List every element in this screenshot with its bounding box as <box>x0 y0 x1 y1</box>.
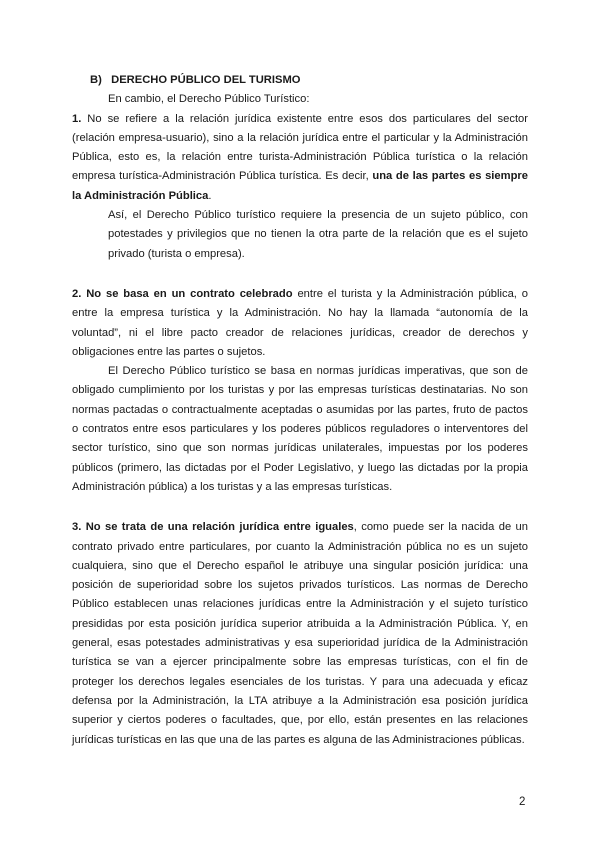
page-number: 2 <box>519 796 526 808</box>
point-3-bold: 3. No se trata de una relación jurídica entre iguales <box>72 521 354 534</box>
point-1-paragraph <box>72 110 528 206</box>
paragraph-gap <box>72 497 528 518</box>
point-2-note: El Derecho Público turístico se basa en normas jurídicas imperativas, que son de obligado cumplimiento por los turistas y por las empresas turísticas destinatarias. No son normas pactadas o contractualmente aceptadas o asumidas por las partes, fruto de pactos o contratos entre esos particulares y los poderes públicos reguladores o interventores del sector turístico, sino que son normas jurídicas unilaterales, impuestas por los poderes públicos (primero, las dictadas por el Poder Legislativo, y luego las dictadas por la propia Administración pública) a los turistas y a las empresas turísticas. <box>72 365 528 493</box>
point-1-text: No se refiere a la relación jurídica existente entre esos dos particulares del sector (relación empresa-usuario), sino a la relación jurídica entre el particular y la Administración Pública, esto es, la relación entre turista-Administración Pública turística o la relación empresa turística-Administración Pública turística. Es decir, <box>72 112 528 183</box>
document-page <box>72 71 528 750</box>
section-label: B) <box>90 74 102 86</box>
point-1-end: . <box>208 189 212 202</box>
point-1-note: Así, el Derecho Público turístico requiere la presencia de un sujeto público, con potestades y privilegios que no tienen la otra parte de la relación que es el sujeto privado (turista o empresa). <box>108 209 528 260</box>
section-title: DERECHO PÚBLICO DEL TURISMO <box>111 74 301 86</box>
paragraph-gap <box>72 264 528 285</box>
intro-paragraph: En cambio, el Derecho Público Turístico: <box>108 93 310 106</box>
section-heading <box>90 71 528 90</box>
point-2-bold: 2. No se basa en un contrato celebrado <box>72 287 293 300</box>
point-3-paragraph <box>72 518 528 750</box>
point-1-bold-end: una de las partes es siempre la Administración Pública <box>72 170 528 202</box>
point-1-number: 1. <box>72 112 82 125</box>
point-3-text: , como puede ser la nacida de un contrato privado entre particulares, por cuanto la Administración pública no es un sujeto cualquiera, sino que el Derecho español le atribuye una singular posición jurídica: una posición de superioridad sobre los sujetos privados turísticos. Las normas de Derecho Público establecen unas relaciones jurídicas entre la Administración y el sujeto turístico presididas por esta posición jurídica superior atribuida a la Administración Pública. Y, en general, esas potestades administrativas y esa superioridad jurídica de la Administración turística se van a ejercer principalmente sobre las empresas turísticas, con el fin de proteger los derechos legales esenciales de los turistas. Y para una adecuada y eficaz defensa por la Administración, la LTA atribuye a la Administración esa posición jurídica superior y ciertos poderes o facultades, que, por ello, están presentes en las relaciones jurídicas turísticas en las que una de las partes es alguna de las Administraciones públicas. <box>72 521 528 746</box>
point-2-text: entre el turista y la Administración pública, o entre la empresa turística y la Administración. No hay la llamada “autonomía de la voluntad”, ni el libre pacto creador de relaciones jurídicas, creador de derechos y obligaciones entre las partes o sujetos. <box>72 287 529 358</box>
point-2-paragraph <box>72 285 528 362</box>
